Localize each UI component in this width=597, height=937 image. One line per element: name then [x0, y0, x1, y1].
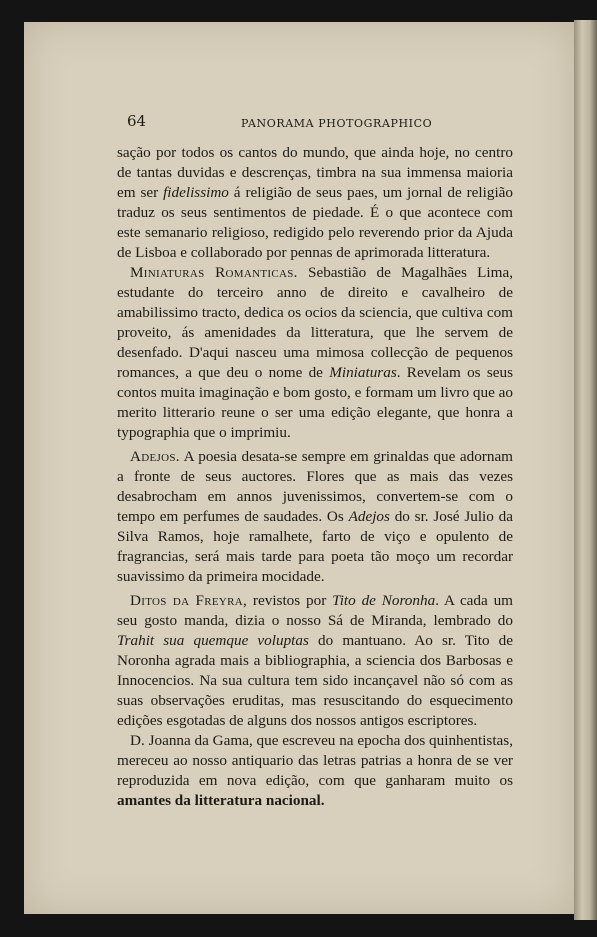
paragraph-2-text-c: . Revelam os seus contos muita imaginação e bom gosto, e formam um livro que ao merito litterario reune o ser uma edição elegante, que honra a typographia que o imprimiu. [117, 364, 514, 441]
paragraph-5-bold: amantes da litteratura nacional. [117, 792, 325, 809]
paragraph-5-text-a: D. Joanna da Gama, que escreveu na epocha dos quinhentistas, mereceu ao nosso antiquario das letras patrias a honra de se ver reproduzida em nova edição, com que ganharam muito os [117, 732, 513, 789]
paragraph-4-text-c: . A cada um seu gosto manda, dizia o nosso Sá de Miranda, lembrado do [117, 592, 513, 629]
running-title: PANORAMA PHOTOGRAPHICO [241, 117, 433, 130]
paragraph-1-text-c: á religião de seus paes, um jornal de religião traduz os seus sentimentos de piedade. É o que acontece com este semanario religioso, redigido pelo reverendo prior da Ajuda de Lisboa e collaborado por pennas de aprimorada litteratura. [117, 184, 514, 261]
paragraph-4-italic: Tito de Noronha [332, 592, 436, 609]
paragraph-1 [117, 143, 513, 263]
paragraph-5 [117, 731, 513, 811]
paragraph-1-italic: fidelissimo [163, 184, 229, 201]
body-text [117, 143, 513, 811]
paragraph-3 [117, 447, 513, 587]
paragraph-1-text-a: sação por todos os cantos do mundo, que ainda hoje, no centro de tantas duvidas e descrenças, timbra na sua immensa maioria em ser [117, 144, 513, 201]
paragraph-4-latin-quote: Trahit sua quemque voluptas [117, 632, 309, 649]
paragraph-2-heading: Miniaturas Romanticas. [130, 264, 298, 281]
paragraph-4-text-a: revistos por [247, 592, 333, 609]
paragraph-2 [117, 263, 513, 443]
paragraph-3-text-c: do sr. José Julio da Silva Ramos, hoje ramalhete, farto de viço e opulento de fragrancias, será mais tarde para poeta tão moço um recordar suavissimo da primeira mocidade. [117, 508, 513, 585]
page-number: 64 [127, 112, 147, 130]
paragraph-2-italic: Miniaturas [329, 364, 397, 381]
paragraph-3-italic: Adejos [348, 508, 390, 525]
paragraph-4 [117, 591, 513, 731]
paragraph-3-heading: Adejos. [130, 448, 180, 465]
paragraph-3-text-a: A poesia desata-se sempre em grinaldas que adornam a fronte de seus auctores. Flores que as mais das vezes desabrocham em annos juvenissimos, convertem-se com o tempo em perfumes de saudades. Os [117, 448, 513, 525]
paragraph-2-text-a: Sebastião de Magalhães Lima, estudante do terceiro anno de direito e cavalheiro de amabilissimo tracto, dedica os ocios da sciencia, que cultiva com proveito, ás amenidades da litteratura, que lhe servem de desenfado. D'aqui nasceu uma mimosa collecção de pequenos romances, a que deu o nome de [117, 264, 513, 381]
paragraph-4-text-e: do mantuano. Ao sr. Tito de Noronha agrada mais a bibliographia, a sciencia dos Barbosas e Innocencios. Na sua cultura tem sido incançavel não só com as suas observações eruditas, mas resuscitando do esquecimento edições esgotadas de alguns dos nossos antigos escriptores. [117, 632, 513, 729]
book-spine-edge [574, 20, 597, 920]
paragraph-4-heading: Ditos da Freyra, [130, 592, 248, 609]
page-header [127, 112, 527, 132]
